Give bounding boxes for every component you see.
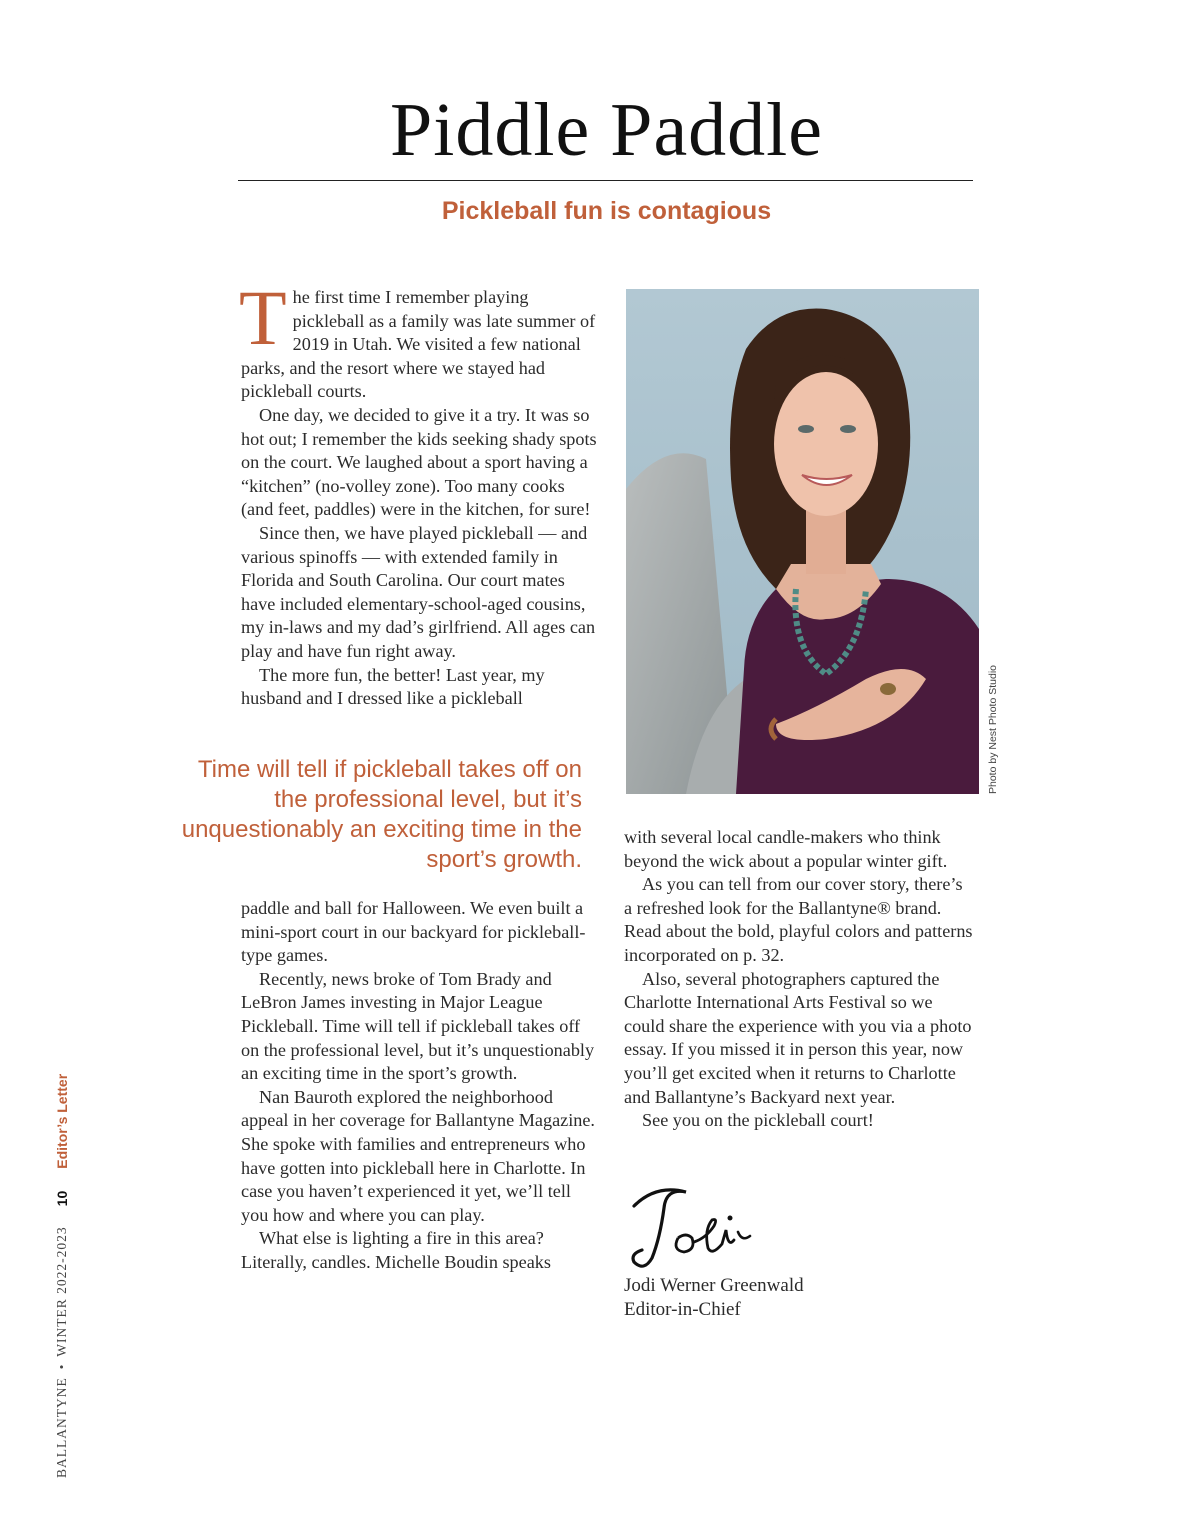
paragraph: Also, several photographers captured the Charlotte International Arts Festival so we could share the experience with you via a photo essay. If you missed it in person this year, now you’ll get excited when it returns to Charlotte and Ballantyne’s Backyard next year. xyxy=(624,968,972,1107)
paragraph: The more fun, the better! Last year, my husband and I dressed like a pickleball xyxy=(241,664,545,709)
paragraph: What else is lighting a fire in this area? Literally, candles. Michelle Boudin speaks xyxy=(241,1228,551,1272)
pull-quote: Time will tell if pickleball takes off on the professional level, but it’s unquestionably an exciting time in the sport’s growth. xyxy=(181,756,582,873)
column-two xyxy=(241,897,601,1275)
paragraph: with several local candle-makers who think beyond the wick about a popular winter gift. xyxy=(624,827,948,871)
editor-portrait-photo xyxy=(626,289,979,794)
editor-name: Jodi Werner Greenwald xyxy=(624,1275,804,1296)
title-divider xyxy=(238,180,973,181)
editor-role: Editor-in-Chief xyxy=(624,1298,741,1320)
portrait-illustration xyxy=(626,289,979,794)
paragraph: One day, we decided to give it a try. It was so hot out; I remember the kids seeking shady spots on the court. We laughed about a sport having a “kitchen” (no-volley zone). Too many cooks (and feet, paddles) were in the kitchen, for sure! xyxy=(241,404,597,520)
paragraph: See you on the pickleball court! xyxy=(642,1110,874,1131)
drop-cap: T xyxy=(239,274,287,361)
column-one xyxy=(239,274,601,711)
article-title: Piddle Paddle xyxy=(389,88,824,172)
column-three xyxy=(624,826,974,1133)
page-number: 10 xyxy=(54,1190,70,1207)
signoff xyxy=(624,1274,924,1321)
article-subtitle: Pickleball fun is contagious xyxy=(441,197,772,225)
page-footer-vertical xyxy=(50,1074,74,1478)
paragraph: Since then, we have played pickleball — and various spinoffs — with extended family in Florida and South Carolina. Our court mates have included elementary-school-aged cousins, my in-laws and my dad’s girlfriend. All ages can play and have fun right away. xyxy=(241,522,596,661)
magazine-name: BALLANTYNE xyxy=(54,1377,69,1478)
paragraph: paddle and ball for Halloween. We even built a mini-sport court in our backyard for pickleball-type games. xyxy=(241,898,586,966)
separator-dot: • xyxy=(54,1364,69,1370)
paragraph: Nan Bauroth explored the neighborhood appeal in her coverage for Ballantyne Magazine. She spoke with families and entrepreneurs who have gotten into pickleball here in Charlotte. In case you haven’t experienced it yet, we’ll tell you how and where you can play. xyxy=(241,1086,595,1225)
paragraph: Recently, news broke of Tom Brady and LeBron James investing in Major League Pickleball. Time will tell if pickleball takes off on the professional level, but it’s unquestionably an exciting time in the sport’s growth. xyxy=(241,968,595,1084)
paragraph: The first time I remember playing pickleball as a family was late summer of 2019 in Utah. We visited a few national parks, and the resort where we stayed had pickleball courts. xyxy=(239,274,596,402)
editor-signature xyxy=(626,1178,766,1276)
photo-credit: Photo by Nest Photo Studio xyxy=(987,665,999,794)
section-label: Editor’s Letter xyxy=(54,1073,70,1169)
paragraph: As you can tell from our cover story, there’s a refreshed look for the Ballantyne® brand. Read about the bold, playful colors and patterns incorporated on p. 32. xyxy=(624,874,973,965)
issue-label: WINTER 2022-2023 xyxy=(54,1226,69,1357)
